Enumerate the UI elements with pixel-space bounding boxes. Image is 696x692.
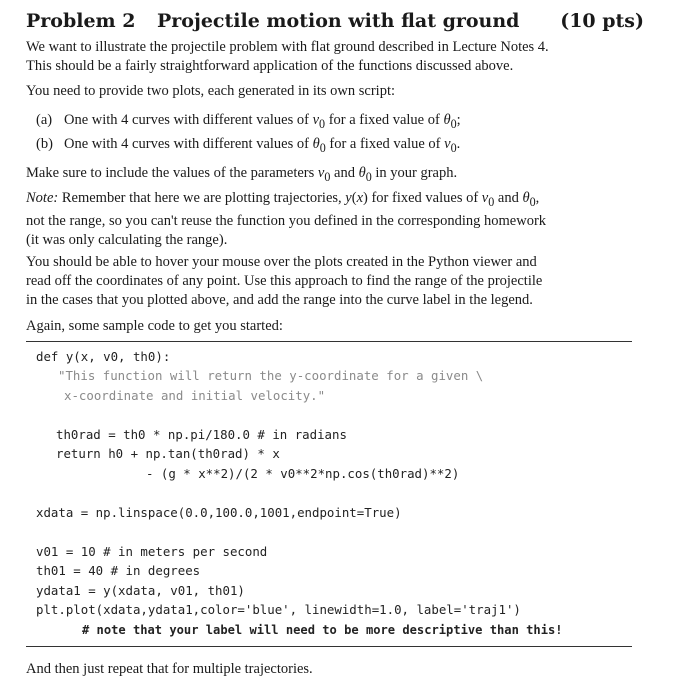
math-sub: 0 [319,116,326,131]
math-sub: 0 [450,140,457,155]
problem-title: Projectile motion with flat ground [157,10,520,32]
math-var: θ [443,112,451,128]
problem-points: (10 pts) [560,10,644,32]
code-top-rule [26,341,632,342]
code-line: xdata = np.linspace(0.0,100.0,1001,endpoint=True) [36,505,402,520]
note-text-1b: for fixed values of [371,190,479,206]
intro-line-1: We want to illustrate the projectile problem with flat ground described in Lecture Notes 4. [26,39,549,55]
code-line: v01 = 10 # in meters per second [36,544,268,559]
task-text: You need to provide two plots, each generated in its own script: [26,83,396,99]
item-label: (b) [36,136,53,152]
item-label: (a) [36,112,53,128]
note-text-1a: Remember that here we are plotting trajectories, [61,190,342,206]
include-post: in your graph. [375,165,458,181]
math-var: v [444,136,451,152]
code-line: th01 = 40 # in degrees [36,563,201,578]
include-paragraph: Make sure to include the values of the parameters $v_0$ and $\theta_0$ in your graph. [26,165,458,184]
problem-heading [26,4,644,34]
include-pre: Make sure to include the values of the parameters [26,165,315,181]
hover-line-3: in the cases that you plotted above, and add the range into the curve label in the legend. [26,292,533,308]
code-line: th0rad = th0 * np.pi/180.0 # in radians [56,427,347,442]
list-item-a [36,111,636,134]
code-line: def y(x, v0, th0): [36,349,171,364]
item-text: One with 4 curves with different values of [64,112,309,128]
list-item-b [36,135,636,158]
math-var: v [312,112,320,128]
math-sub: 0 [450,116,457,131]
math-var: θ [312,136,320,152]
code-line: - (g * x**2)/(2 * v0**2*np.cos(th0rad)**2) [146,466,460,481]
hover-paragraph [26,253,646,310]
math-sub: 0 [319,140,326,155]
note-text-1c: and [497,190,519,206]
item-tail: for a fixed value of [328,112,440,128]
code-line: plt.plot(xdata,ydata1,color='blue', linewidth=1.0, label='traj1') [36,602,521,617]
sample-code-intro: Again, some sample code to get you started: [26,318,283,334]
include-and: and [334,165,355,181]
problem-number: Problem 2 [26,10,136,32]
code-line: return h0 + np.tan(th0rad) * x [56,446,280,461]
note-line-3: (it was only calculating the range). [26,231,228,248]
hover-line-1: You should be able to hover your mouse over the plots created in the Python viewer and [26,254,537,270]
item-end: ; [456,112,461,128]
item-text: One with 4 curves with different values of [64,136,309,152]
item-tail: for a fixed value of [329,136,441,152]
code-line: ydata1 = y(xdata, v01, th01) [36,583,245,598]
intro-line-2: This should be a fairly straightforward application of the functions discussed above. [26,58,514,74]
intro-paragraph [26,38,646,76]
item-end: . [456,136,461,152]
code-line: x-coordinate and initial velocity." [64,388,326,403]
code-bottom-rule [26,646,632,647]
hover-line-2: read off the coordinates of any point. Use this approach to find the range of the projectile [26,273,543,289]
note-label: Note: [26,190,59,206]
note-paragraph: Note: Remember that here we are plotting trajectories, y(x) for fixed values of $v_0$ and $\theta_0$, not the range, so you can't reuse the function you defined in the corresponding homework (it was only calculating the range). [26,189,646,250]
note-line-2: not the range, so you can't reuse the function you defined in the corresponding homework [26,212,547,229]
code-line: # note that your label will need to be more descriptive than this! [82,623,563,637]
code-line: "This function will return the y-coordinate for a given \ [58,368,484,383]
closing-text: And then just repeat that for multiple trajectories. [26,661,313,677]
